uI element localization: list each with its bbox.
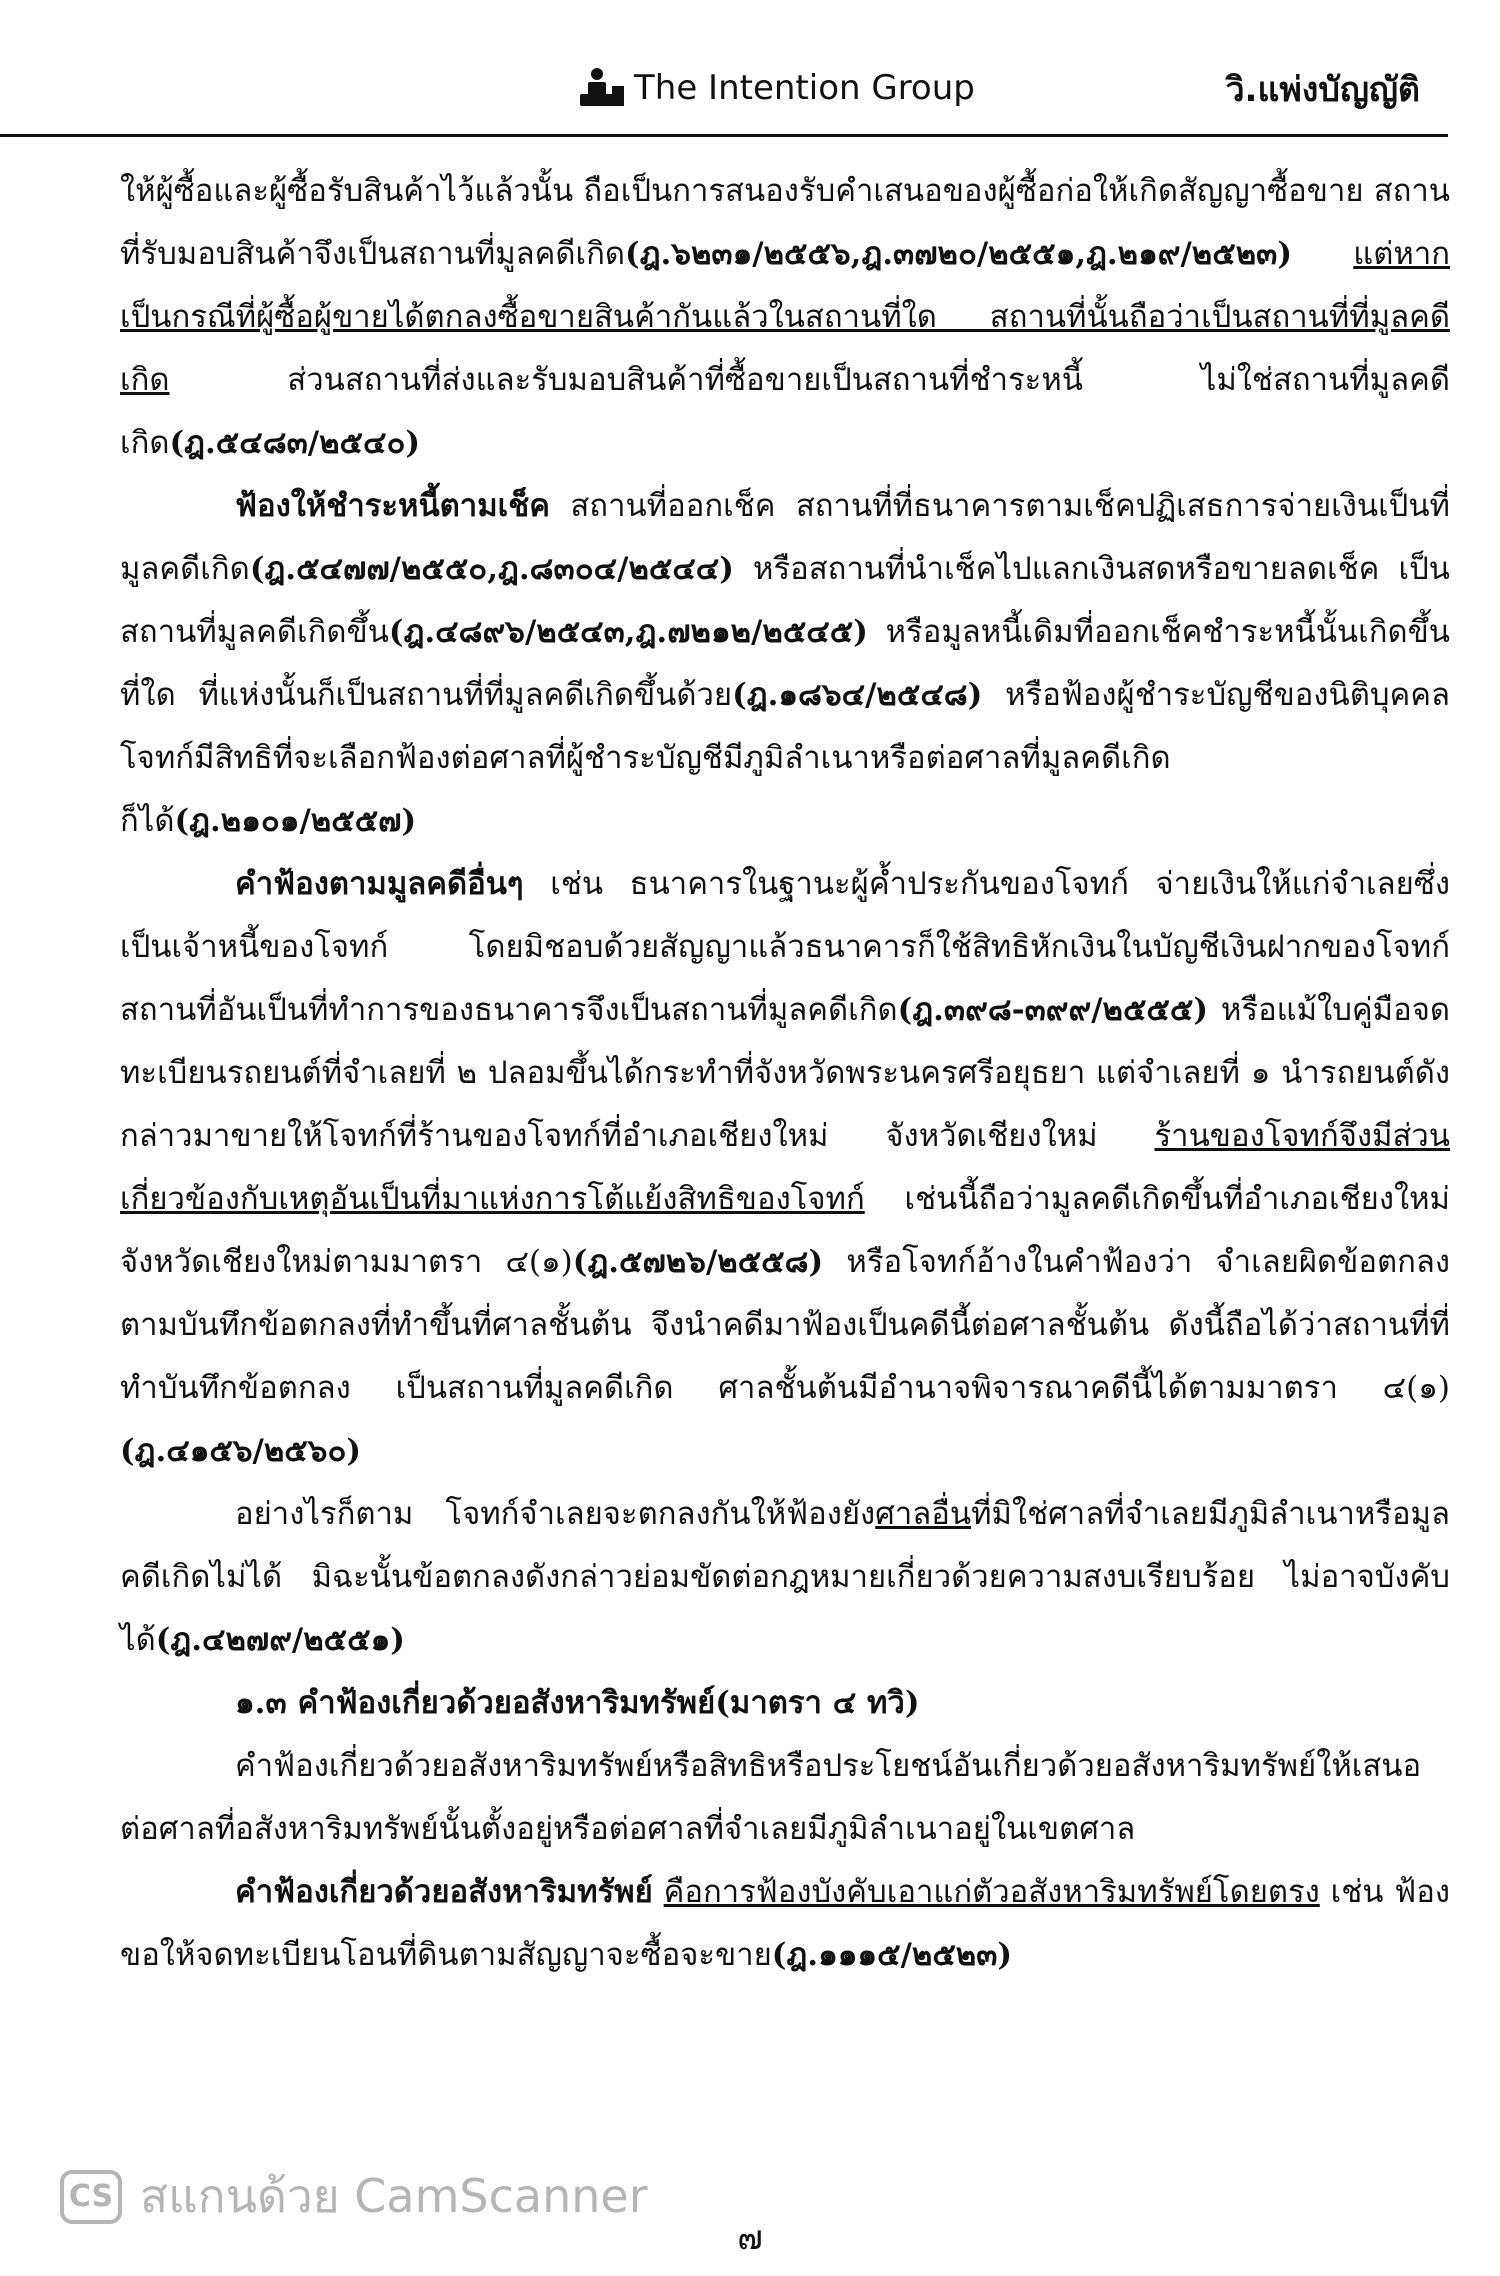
citation-text: (ฎ.๖๒๓๑/๒๕๕๖,ฎ.๓๗๒๐/๒๕๕๑,ฎ.๒๑๙/๒๕๒๓) (625, 236, 1293, 272)
paragraph (120, 160, 1450, 475)
section-title: วิ.แพ่งบัญญัติ (1225, 70, 1420, 110)
header-divider (0, 134, 1448, 137)
paragraph-text: ส่วนสถานที่ส่งและรับมอบสินค้าที่ซื้อขายเป็นสถานที่ชำระหนี้ ไม่ใช่สถานที่มูลคดีเกิด (120, 362, 1450, 461)
paragraph-text: เช่น ธนาคารในฐานะผู้ค้ำประกันของโจทก์ จ่ายเงินให้แก่จำเลยซึ่งเป็นเจ้าหนี้ของโจทก์ โดยมิชอบด้วยสัญญาแล้วธนาคารก็ใช้สิทธิหักเงินในบัญชีเงินฝากของโจทก์ สถานที่อันเป็นที่ทำการของธนาคารจึงเป็นสถานที่มูลคดีเกิด (120, 866, 1450, 1028)
citation-text: ฟ้องให้ชำระหนี้ตามเช็ค (235, 488, 550, 524)
citation-text: (ฎ.๑๘๖๔/๒๕๔๘) (732, 677, 983, 713)
paragraph-text: เช่น ฟ้องขอให้จดทะเบียนโอนที่ดินตามสัญญาจะซื้อจะขาย (120, 1874, 1450, 1973)
brand (576, 64, 975, 112)
paragraph-text (653, 1874, 664, 1910)
paragraph (120, 1672, 1450, 1735)
document-body (120, 160, 1450, 1987)
page-header (0, 0, 1500, 140)
citation-text: (ฎ.๕๔๗๗/๒๕๕๐,ฎ.๘๓๐๔/๒๕๔๔) (249, 551, 734, 587)
paragraph-text: ที่มิใช่ศาลที่จำเลยมีภูมิลำเนาหรือมูลคดีเกิดไม่ได้ มิฉะนั้นข้อตกลงดังกล่าวย่อมขัดต่อกฎหมายเกี่ยวด้วยความสงบเรียบร้อย ไม่อาจบังคับได้ (120, 1496, 1450, 1658)
paragraph (120, 1483, 1450, 1672)
paragraph (120, 1735, 1450, 1861)
paragraph (120, 853, 1450, 1483)
paragraph-text: หรือแม้ใบคู่มือจดทะเบียนรถยนต์ที่จำเลยที่ ๒ ปลอมขึ้นได้กระทำที่จังหวัดพระนครศรีอยุธยา แต่จำเลยที่ ๑ นำรถยนต์ดังกล่าวมาขายให้โจทก์ที่ร้านของโจทก์ที่อำเภอเชียงใหม่ จังหวัดเชียงใหม่ (120, 992, 1450, 1154)
paragraph-text: คำฟ้องเกี่ยวด้วยอสังหาริมทรัพย์หรือสิทธิหรือประโยชน์อันเกี่ยวด้วยอสังหาริมทรัพย์ให้เสนอต่อศาลที่อสังหาริมทรัพย์นั้นตั้งอยู่หรือต่อศาลที่จำเลยมีภูมิลำเนาอยู่ในเขตศาล (120, 1748, 1422, 1847)
camscanner-text: สแกนด้วย CamScanner (140, 2169, 648, 2223)
citation-text: (ฎ.๕๗๒๖/๒๕๕๘) (572, 1244, 824, 1280)
paragraph-text (1292, 236, 1353, 272)
underlined-text: ร้านของโจทก์จึงมีส่วนเกี่ยวข้องกับเหตุอันเป็นที่มาแห่งการโต้แย้งสิทธิของโจทก์ (120, 1118, 1450, 1217)
underlined-text: ศาลอื่น (875, 1496, 972, 1532)
citation-text: (ฎ.๓๙๘-๓๙๙/๒๕๕๕) (897, 992, 1209, 1028)
citation-text: คำฟ้องตามมูลคดีอื่นๆ (235, 866, 524, 902)
citation-text: (ฎ.๕๔๘๓/๒๕๔๐) (169, 425, 421, 461)
paragraph-text: สถานที่ออกเช็ค สถานที่ที่ธนาคารตามเช็คปฏิเสธการจ่ายเงินเป็นที่มูลคดีเกิด (120, 488, 1450, 587)
camscanner-logo-icon: CS (60, 2170, 122, 2224)
citation-text: (ฎ.๔๒๗๙/๒๕๕๑) (155, 1622, 405, 1658)
citation-text: (ฎ.๔๑๕๖/๒๕๖๐) (120, 1433, 362, 1469)
underlined-text: คือการฟ้องบังคับเอาแก่ตัวอสังหาริมทรัพย์โดยตรง (663, 1874, 1320, 1910)
paragraph (120, 1861, 1450, 1987)
brand-logo-icon (576, 64, 628, 112)
citation-text: คำฟ้องเกี่ยวด้วยอสังหาริมทรัพย์ (235, 1874, 653, 1910)
paragraph-text: หรือโจทก์อ้างในคำฟ้องว่า จำเลยผิดข้อตกลงตามบันทึกข้อตกลงที่ทำขึ้นที่ศาลชั้นต้น จึงนำคดีมาฟ้องเป็นคดีนี้ต่อศาลชั้นต้น ดังนี้ถือได้ว่าสถานที่ที่ทำบันทึกข้อตกลง เป็นสถานที่มูลคดีเกิด ศาลชั้นต้นมีอำนาจพิจารณาคดีนี้ได้ตามมาตรา ๔(๑) (120, 1244, 1450, 1406)
citation-text: (ฎ.๑๑๑๕/๒๕๒๓) (771, 1937, 1013, 1973)
paragraph (120, 475, 1450, 853)
citation-text: ๑.๓ คำฟ้องเกี่ยวด้วยอสังหาริมทรัพย์(มาตรา ๔ ทวิ) (235, 1685, 920, 1721)
paragraph-text: เช่นนี้ถือว่ามูลคดีเกิดขึ้นที่อำเภอเชียงใหม่ จังหวัดเชียงใหม่ตามมาตรา ๔(๑) (120, 1181, 1450, 1280)
paragraph-text: หรือมูลหนี้เดิมที่ออกเช็คชำระหนี้นั้นเกิดขึ้นที่ใด ที่แห่งนั้นก็เป็นสถานที่ที่มูลคดีเกิดขึ้นด้วย (120, 614, 1450, 713)
citation-text: (ฎ.๔๘๙๖/๒๕๔๓,ฎ.๗๒๑๒/๒๕๔๕) (388, 614, 868, 650)
citation-text: (ฎ.๒๑๐๑/๒๕๕๗) (174, 803, 417, 839)
paragraph-text: อย่างไรก็ตาม โจทก์จำเลยจะตกลงกันให้ฟ้องยัง (235, 1496, 876, 1532)
paragraph-text: หรือสถานที่นำเช็คไปแลกเงินสดหรือขายลดเช็ค เป็นสถานที่มูลคดีเกิดขึ้น (120, 551, 1450, 650)
paragraph-text: หรือฟ้องผู้ชำระบัญชีของนิติบุคคล โจทก์มีสิทธิที่จะเลือกฟ้องต่อศาลที่ผู้ชำระบัญชีมีภูมิลำเนาหรือต่อศาลที่มูลคดีเกิดก็ได้ (120, 677, 1450, 839)
page-number: ๗ (737, 2218, 763, 2258)
underlined-text: แต่หากเป็นกรณีที่ผู้ซื้อผู้ขายได้ตกลงซื้อขายสินค้ากันแล้วในสถานที่ใด สถานที่นั้นถือว่าเป็นสถานที่ที่มูลคดีเกิด (120, 236, 1450, 398)
brand-name: The Intention Group (634, 68, 975, 108)
paragraph-text: ให้ผู้ซื้อและผู้ซื้อรับสินค้าไว้แล้วนั้น ถือเป็นการสนองรับคำเสนอของผู้ซื้อก่อให้เกิดสัญญาซื้อขาย สถานที่รับมอบสินค้าจึงเป็นสถานที่มูลคดีเกิด (120, 173, 1450, 272)
